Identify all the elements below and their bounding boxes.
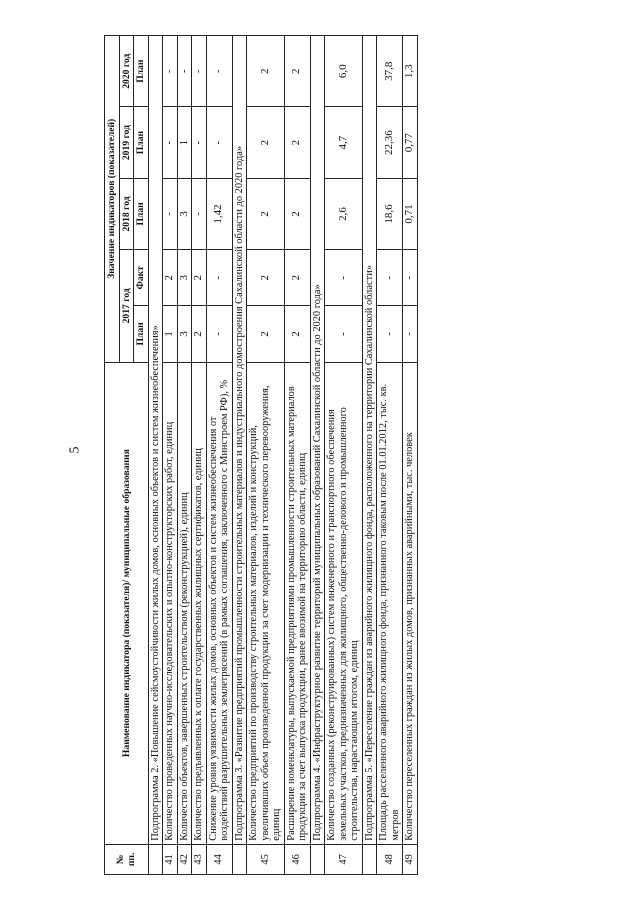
indicator-value: 2 <box>247 107 285 178</box>
indicator-value: 1,3 <box>403 36 418 107</box>
header-number: № пп. <box>105 844 149 874</box>
indicator-value: 2 <box>284 107 310 178</box>
table-row <box>247 36 285 875</box>
subprogram-row <box>362 36 377 875</box>
indicator-value: 2 <box>284 250 310 306</box>
header-year-2017: 2017 год <box>119 250 134 362</box>
indicator-value: - <box>325 306 363 362</box>
row-number: 42 <box>177 844 192 874</box>
indicator-value: - <box>192 107 207 178</box>
table-row <box>192 36 207 875</box>
indicator-value: - <box>377 250 403 306</box>
header-2018-plan: План <box>134 178 149 249</box>
header-2020-plan: План <box>134 36 149 107</box>
indicator-value: - <box>377 306 403 362</box>
indicator-value: - <box>177 36 192 107</box>
indicator-value: - <box>163 178 178 249</box>
indicator-value: 2 <box>284 36 310 107</box>
row-number: 44 <box>206 844 232 874</box>
table-row <box>325 36 363 875</box>
indicator-name: Расширение номенклатуры, выпускаемой предприятиями промышленности строительных материалов продукции за счет выпуска продукции, ранее ввозимой на территорию области, единиц <box>284 362 310 844</box>
row-number: 46 <box>284 844 310 874</box>
indicator-value: 2 <box>247 250 285 306</box>
indicator-value: 37,8 <box>377 36 403 107</box>
row-number: 41 <box>163 844 178 874</box>
subprogram-title: Подпрограмма 4. «Инфраструктурное развитие территорий муниципальных образований Сахалинской области до 2020 года» <box>310 36 325 845</box>
indicator-name: Количество переселенных граждан из жилых домов, признанных аварийными, тыс. человек <box>403 362 418 844</box>
table-row <box>163 36 178 875</box>
rotated-table-container <box>104 35 624 875</box>
subprogram-title: Подпрограмма 3. «Развитие предприятий промышленности строительных материалов и индустриального домостроения Сахалинской области до 2020 года» <box>232 36 247 845</box>
row-number: 47 <box>325 844 363 874</box>
indicator-value: 1 <box>177 107 192 178</box>
indicator-table <box>104 35 418 875</box>
indicator-value: - <box>192 178 207 249</box>
indicator-value: 22,36 <box>377 107 403 178</box>
header-year-2020: 2020 год <box>119 36 134 107</box>
subprogram-row <box>148 36 163 875</box>
indicator-value: 3 <box>177 250 192 306</box>
indicator-name: Количество предприятий по производству строительных материалов, изделий и конструкций, увеличивших объем произведенной продукции за счет модернизации и технического перевооружения, единиц <box>247 362 285 844</box>
indicator-value: - <box>163 107 178 178</box>
table-row <box>177 36 192 875</box>
row-number: 45 <box>247 844 285 874</box>
table-body <box>148 36 417 875</box>
subprogram-number-cell <box>148 844 163 874</box>
header-2017-plan: План <box>134 306 149 362</box>
indicator-value: - <box>206 250 232 306</box>
indicator-name: Снижение уровня уязвимости жилых домов, основных объектов и систем жизнеобеспечения от воздействий разрушительных землетрясений (в рамках соглашения, заключенного с Минстроем РФ), % <box>206 362 232 844</box>
indicator-name: Количество созданных (реконструированных) систем инженерного и транспортного обеспечения земельных участков, предназначенных для жилищного, общественно-делового и промышленного строительства, нарастающим итогом, единиц <box>325 362 363 844</box>
table-row <box>284 36 310 875</box>
indicator-value: 2 <box>247 36 285 107</box>
indicator-value: - <box>325 250 363 306</box>
header-year-2019: 2019 год <box>119 107 134 178</box>
row-number: 43 <box>192 844 207 874</box>
header-indicator-name: Наименование индикатора (показателя)/ муниципальные образования <box>105 362 149 844</box>
indicator-value: - <box>403 250 418 306</box>
indicator-value: 2 <box>284 178 310 249</box>
indicator-value: 2 <box>192 306 207 362</box>
indicator-value: 1 <box>163 306 178 362</box>
subprogram-number-cell <box>232 844 247 874</box>
indicator-name: Площадь расселенного аварийного жилищного фонда, признанного таковым после 01.01.2012, тыс. кв. метров <box>377 362 403 844</box>
indicator-value: - <box>403 306 418 362</box>
indicator-value: 3 <box>177 306 192 362</box>
indicator-value: 2,6 <box>325 178 363 249</box>
indicator-value: 2 <box>284 306 310 362</box>
indicator-value: 4,7 <box>325 107 363 178</box>
indicator-value: 6,0 <box>325 36 363 107</box>
indicator-value: - <box>206 107 232 178</box>
indicator-value: 0,77 <box>403 107 418 178</box>
indicator-value: - <box>192 36 207 107</box>
indicator-value: 18,6 <box>377 178 403 249</box>
row-number: 49 <box>403 844 418 874</box>
indicator-value: 1,42 <box>206 178 232 249</box>
indicator-value: 2 <box>163 250 178 306</box>
table-row <box>403 36 418 875</box>
indicator-value: 2 <box>247 178 285 249</box>
indicator-name: Количество проведенных научно-исследовательских и опытно-конструкторских работ, единиц <box>163 362 178 844</box>
subprogram-title: Подпрограмма 2. «Повышение сейсмоустойчивости жилых домов, основных объектов и систем жизнеобеспечения» <box>148 36 163 845</box>
indicator-value: - <box>206 36 232 107</box>
subprogram-title: Подпрограмма 5. «Переселение граждан из аварийного жилищного фонда, расположенного на территории Сахалинской области» <box>362 36 377 845</box>
header-values: Значение индикаторов (показателей) <box>105 36 120 363</box>
table-row <box>377 36 403 875</box>
indicator-value: 2 <box>192 250 207 306</box>
indicator-value: - <box>206 306 232 362</box>
row-number: 48 <box>377 844 403 874</box>
indicator-value: - <box>163 36 178 107</box>
header-2019-plan: План <box>134 107 149 178</box>
subprogram-number-cell <box>310 844 325 874</box>
header-year-2018: 2018 год <box>119 178 134 249</box>
subprogram-row <box>232 36 247 875</box>
indicator-value: 0,71 <box>403 178 418 249</box>
indicator-name: Количество объектов, завершенных строительством (реконструкцией), единиц <box>177 362 192 844</box>
page-number: 5 <box>67 446 83 454</box>
subprogram-row <box>310 36 325 875</box>
subprogram-number-cell <box>362 844 377 874</box>
indicator-value: 3 <box>177 178 192 249</box>
indicator-value: 2 <box>247 306 285 362</box>
header-2017-fact: Факт <box>134 250 149 306</box>
table-row <box>206 36 232 875</box>
indicator-name: Количество предъявленных к оплате государственных жилищных сертификатов, единиц <box>192 362 207 844</box>
